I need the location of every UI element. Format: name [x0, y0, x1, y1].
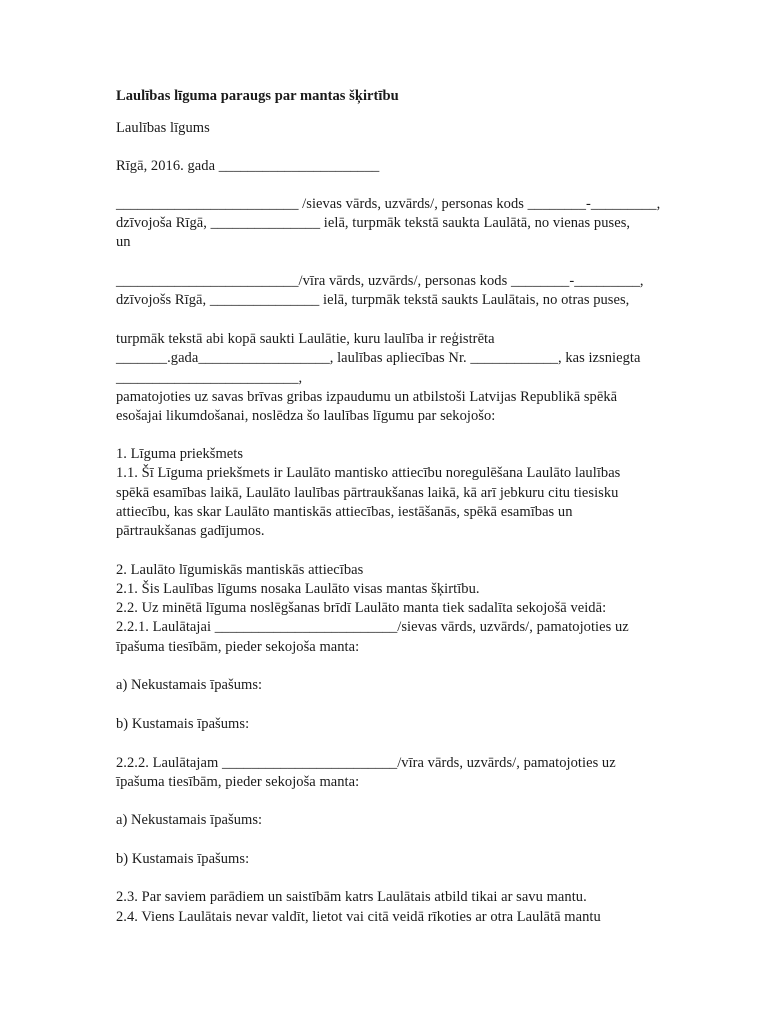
wife-line-2: dzīvojoša Rīgā, _______________ ielā, turpmāk tekstā saukta Laulātā, no vienas puses,	[116, 215, 631, 231]
wife-real-estate: a) Nekustamais īpašums:	[116, 677, 263, 693]
husband-line-1: _________________________/vīra vārds, uzvārds/, personas kods ________-_________,	[116, 273, 644, 289]
clause-1-1-line-3: attiecību, kas skar Laulāto mantiskās attiecības, iestāšanās, spēkā esamības un	[116, 504, 573, 520]
clause-2-2-2-line-2: īpašuma tiesībām, pieder sekojoša manta:	[116, 774, 360, 790]
wife-line-1: _________________________ /sievas vārds, uzvārds/, personas kods ________-_________,	[116, 196, 661, 212]
spouses-line-3: _________________________,	[116, 370, 303, 386]
clause-2-4: 2.4. Viens Laulātais nevar valdīt, lietot vai citā veidā rīkoties ar otra Laulātā mantu	[116, 909, 601, 925]
spouses-line-2: _______.gada__________________, laulības apliecības Nr. ____________, kas izsniegta	[116, 350, 641, 366]
spouses-line-1: turpmāk tekstā abi kopā saukti Laulātie, kuru laulība ir reģistrēta	[116, 331, 495, 347]
clause-2-1: 2.1. Šis Laulības līgums nosaka Laulāto visas mantas šķirtību.	[116, 581, 480, 597]
wife-line-3: un	[116, 234, 131, 250]
clause-1-1-line-4: pārtraukšanas gadījumos.	[116, 523, 265, 539]
clause-2-2: 2.2. Uz minētā līguma noslēgšanas brīdī Laulāto manta tiek sadalīta sekojošā veidā:	[116, 600, 607, 616]
clause-2-2-1-line-1: 2.2.1. Laulātajai _________________________/sievas vārds, uzvārds/, pamatojoties uz	[116, 619, 629, 635]
clause-2-3: 2.3. Par saviem parādiem un saistībām katrs Laulātais atbild tikai ar savu mantu.	[116, 889, 587, 905]
husband-real-estate: a) Nekustamais īpašums:	[116, 812, 263, 828]
spouses-line-5: esošajai likumdošanai, noslēdza šo laulības līgumu par sekojošo:	[116, 408, 496, 424]
clause-1-1-line-2: spēkā esamības laikā, Laulāto laulības pārtraukšanas laikā, kā arī jebkuru citu tiesisku	[116, 485, 619, 501]
spouses-line-4: pamatojoties uz savas brīvas gribas izpaudumu un atbilstoši Latvijas Republikā spēkā	[116, 389, 618, 405]
clause-2-2-2-line-1: 2.2.2. Laulātajam ________________________/vīra vārds, uzvārds/, pamatojoties uz	[116, 755, 616, 771]
husband-line-2: dzīvojošs Rīgā, _______________ ielā, turpmāk tekstā saukts Laulātais, no otras puses,	[116, 292, 630, 308]
document-title: Laulības līguma paraugs par mantas šķirtību	[116, 88, 399, 104]
clause-2-2-1-line-2: īpašuma tiesībām, pieder sekojoša manta:	[116, 639, 360, 655]
section-2-heading: 2. Laulāto līgumiskās mantiskās attiecības	[116, 562, 364, 578]
husband-movable-property: b) Kustamais īpašums:	[116, 851, 250, 867]
contract-heading: Laulības līgums	[116, 120, 210, 136]
clause-1-1-line-1: 1.1. Šī Līguma priekšmets ir Laulāto mantisko attiecību noregulēšana Laulāto laulības	[116, 465, 621, 481]
wife-movable-property: b) Kustamais īpašums:	[116, 716, 250, 732]
section-1-heading: 1. Līguma priekšmets	[116, 446, 244, 462]
place-date-line: Rīgā, 2016. gada ______________________	[116, 158, 380, 174]
